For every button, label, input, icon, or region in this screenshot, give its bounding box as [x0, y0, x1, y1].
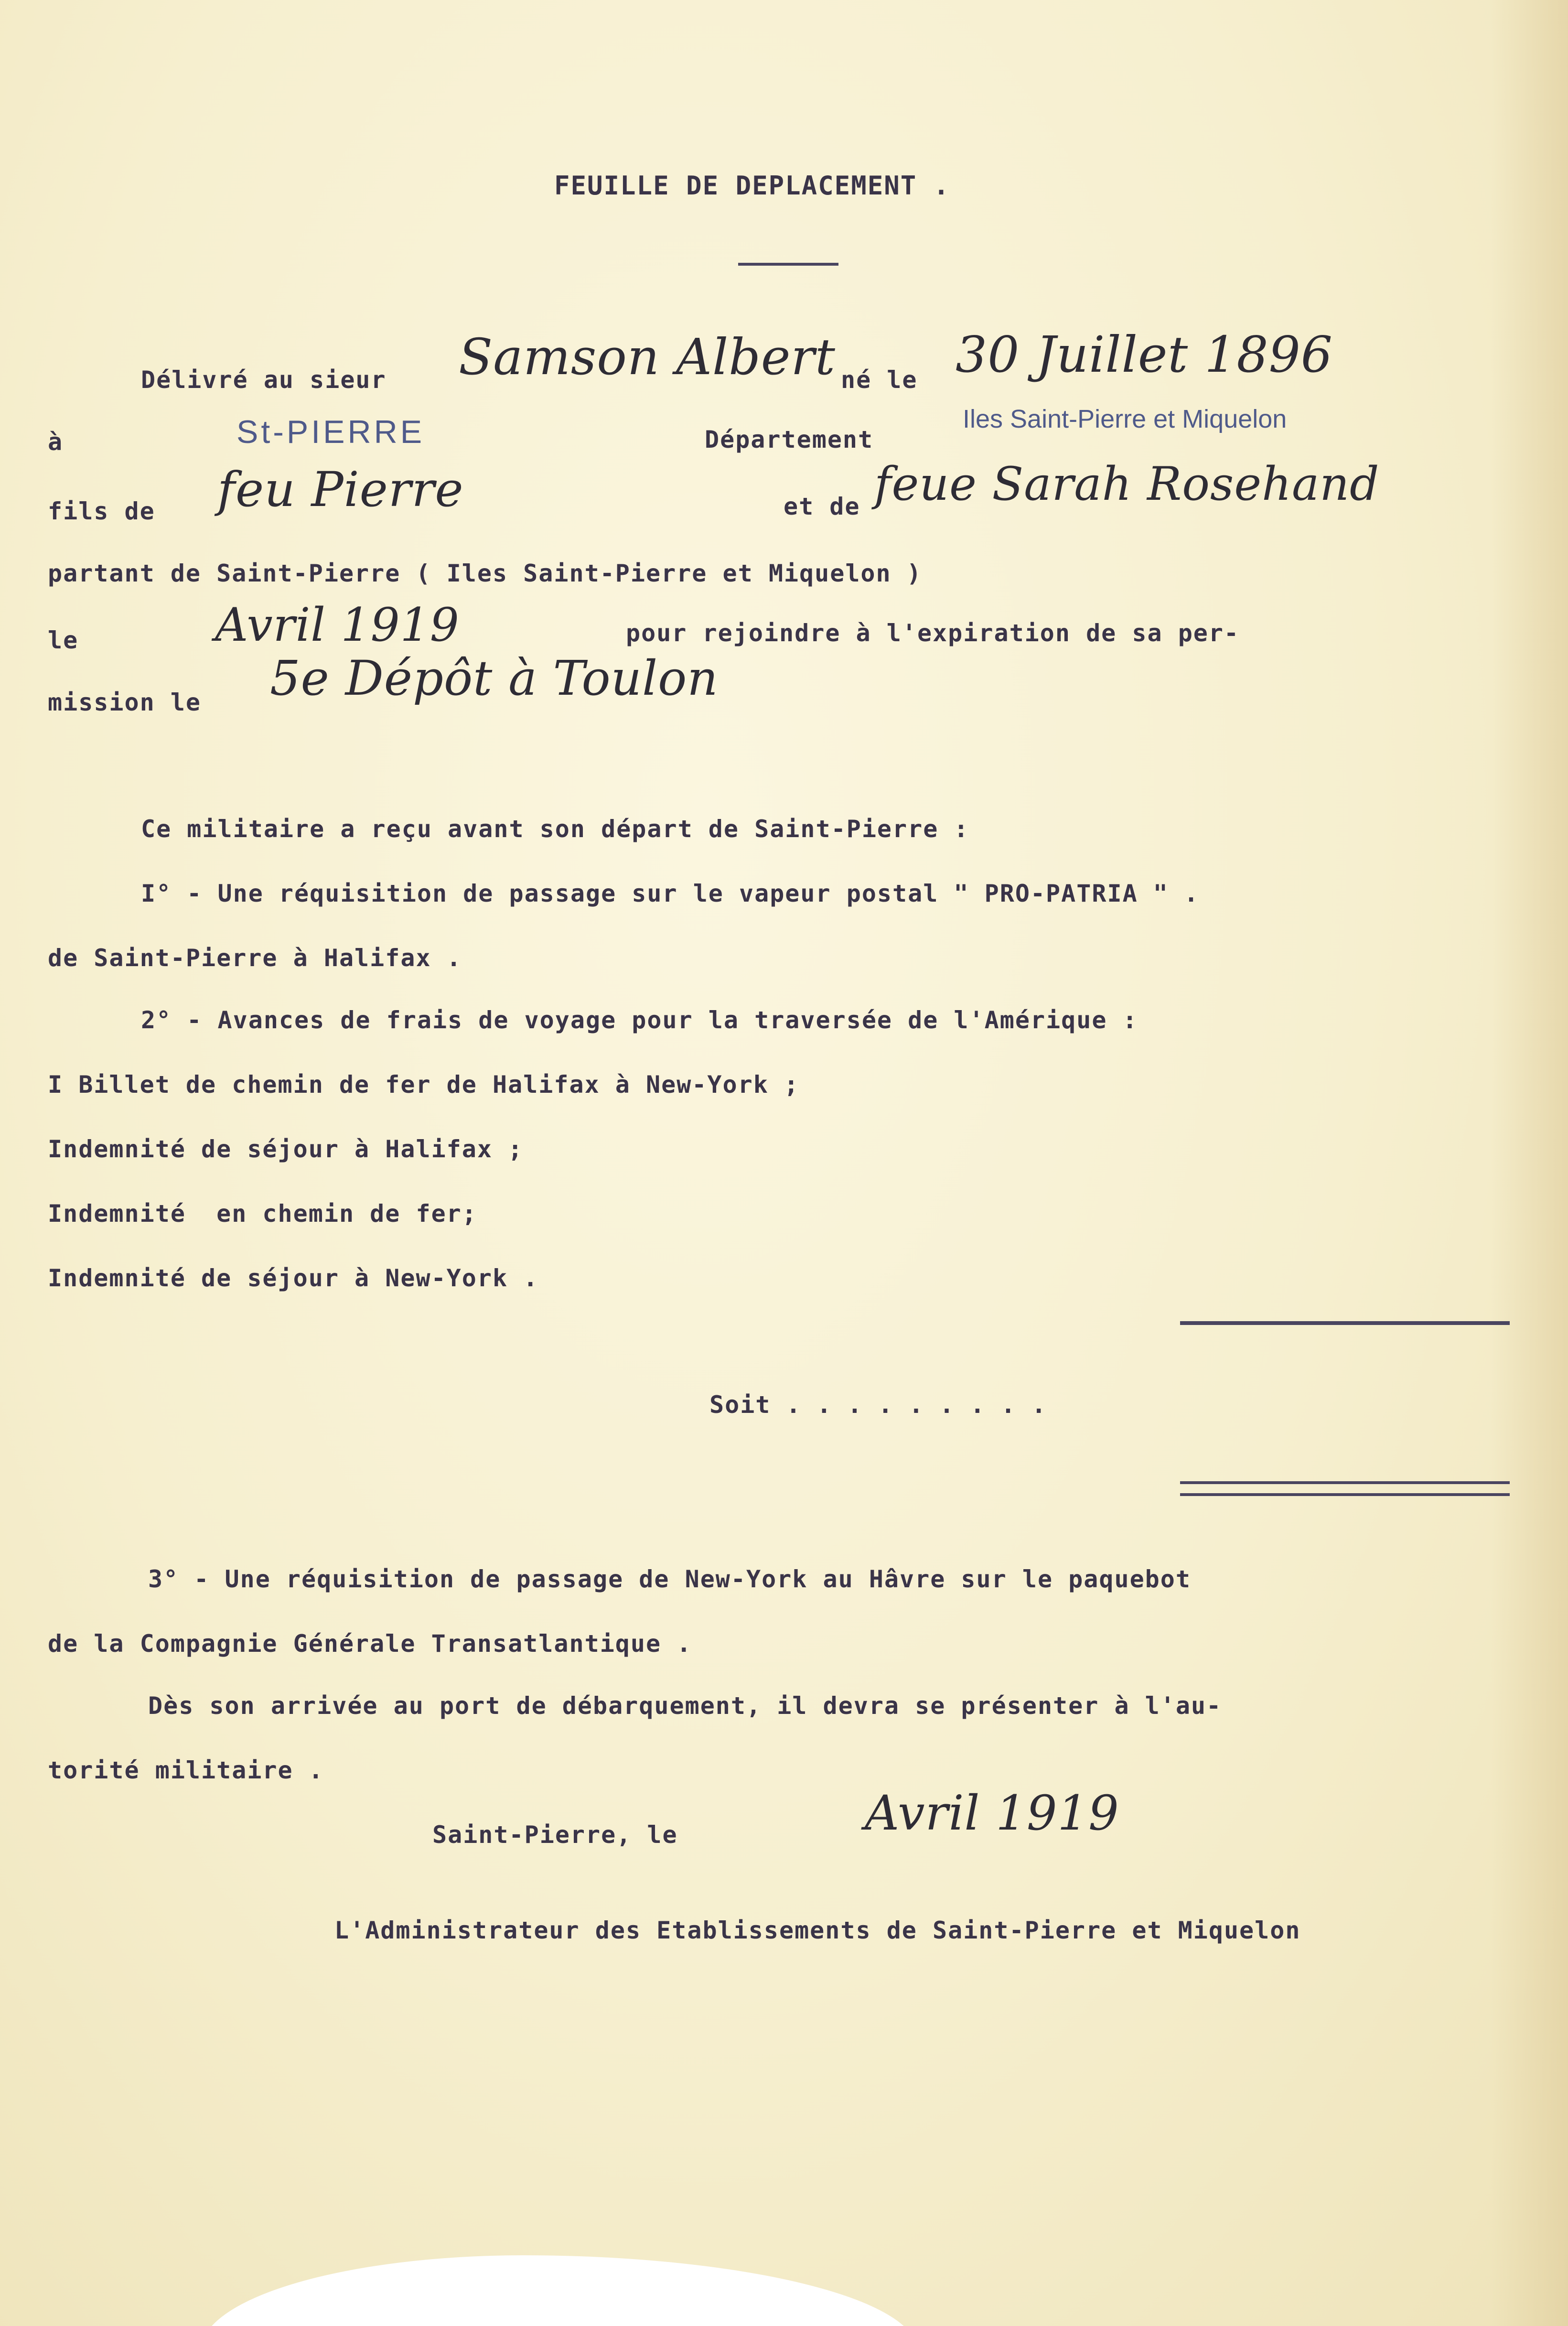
item3-line1: 3° - Une réquisition de passage de New-York au Hâvre sur le paquebot — [148, 1565, 1191, 1593]
handwritten-mere: feue Sarah Rosehand — [874, 457, 1380, 511]
item1-line1: I° - Une réquisition de passage sur le vapeur postal " PRO-PATRIA " . — [141, 880, 1200, 907]
signataire: L'Administrateur des Etablissements de Saint-Pierre et Miquelon — [334, 1917, 1301, 1944]
total-rule-top — [1180, 1321, 1510, 1325]
partant-line: partant de Saint-Pierre ( Iles Saint-Pierre et Miquelon ) — [48, 560, 922, 587]
total-rule-bottom-1 — [1180, 1481, 1510, 1484]
item1-line2: de Saint-Pierre à Halifax . — [48, 944, 462, 972]
item2-billet: I Billet de chemin de fer de Halifax à New-York ; — [48, 1071, 800, 1098]
soit-line: Soit . . . . . . . . . — [709, 1391, 1047, 1419]
handwritten-pere: feu Pierre — [217, 462, 464, 517]
recu-intro: Ce militaire a reçu avant son départ de Saint-Pierre : — [141, 815, 969, 843]
torn-edge — [201, 2255, 917, 2326]
lieu-date-label: Saint-Pierre, le — [432, 1821, 678, 1849]
item2-sejour-newyork: Indemnité de séjour à New-York . — [48, 1264, 539, 1292]
title-underline — [738, 263, 838, 266]
delivre-label: Délivré au sieur — [141, 366, 387, 394]
arrivee-line2: torité militaire . — [48, 1756, 324, 1784]
arrivee-line1: Dès son arrivée au port de débarquement, il devra se présenter à l'au- — [148, 1692, 1222, 1720]
fils-label: fils de — [48, 497, 155, 525]
item2-line1: 2° - Avances de frais de voyage pour la traversée de l'Amérique : — [141, 1006, 1138, 1034]
handwritten-date-depart: Avril 1919 — [215, 598, 460, 652]
a-label: à — [48, 428, 64, 456]
document-title: FEUILLE DE DEPLACEMENT . — [554, 171, 950, 201]
handwritten-date-signature: Avril 1919 — [865, 1785, 1119, 1841]
et-de-label: et de — [784, 493, 860, 520]
handwritten-destination: 5e Dépôt à Toulon — [270, 650, 719, 706]
stamp-departement: Iles Saint-Pierre et Miquelon — [963, 405, 1287, 433]
item3-line2: de la Compagnie Générale Transatlantique . — [48, 1630, 692, 1658]
item2-sejour-halifax: Indemnité de séjour à Halifax ; — [48, 1135, 524, 1163]
ne-le-label: né le — [841, 366, 918, 394]
le-label: le — [48, 626, 79, 654]
paper-edge-stain — [1491, 0, 1568, 2326]
departement-label: Département — [705, 426, 874, 453]
total-rule-bottom-2 — [1180, 1493, 1510, 1496]
mission-label: mission le — [48, 689, 202, 716]
handwritten-date-naissance: 30 Juillet 1896 — [956, 325, 1333, 384]
stamp-lieu: St-PIERRE — [236, 414, 425, 450]
item2-chemin-fer: Indemnité en chemin de fer; — [48, 1200, 477, 1228]
rejoindre-text: pour rejoindre à l'expiration de sa per- — [626, 619, 1240, 647]
handwritten-nom: Samson Albert — [459, 328, 836, 386]
